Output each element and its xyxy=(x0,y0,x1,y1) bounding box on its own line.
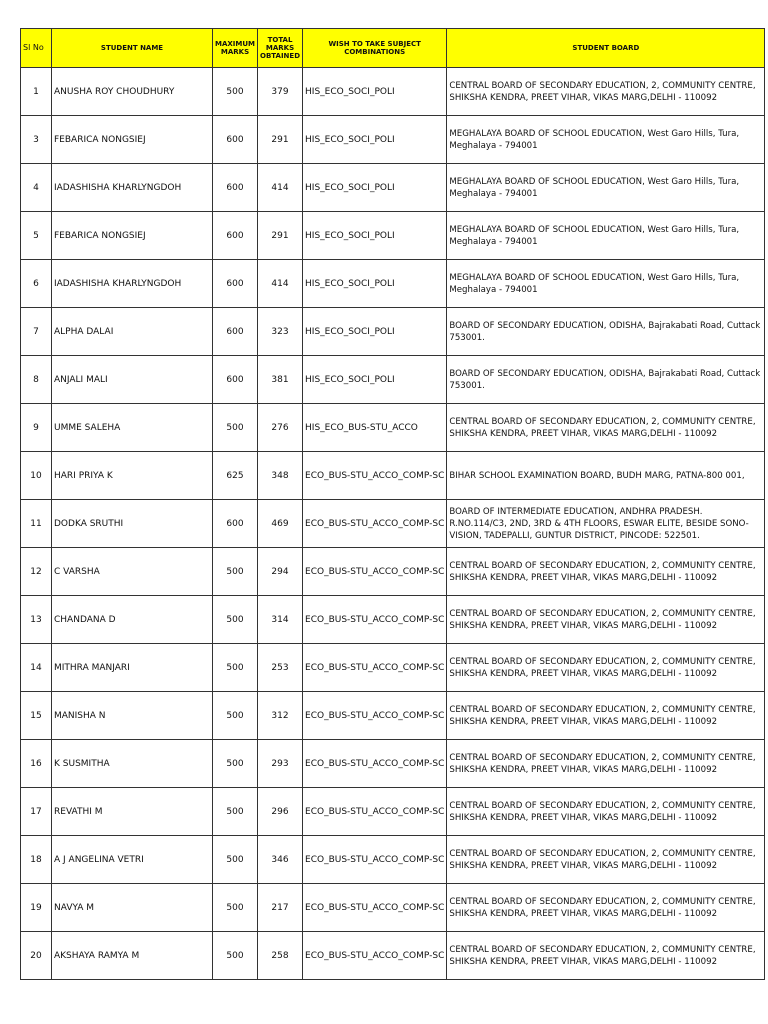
cell-sl-no: 16 xyxy=(21,740,52,788)
cell-subject-combination: HIS_ECO_SOCI_POLI xyxy=(303,212,447,260)
cell-student-board: MEGHALAYA BOARD OF SCHOOL EDUCATION, West Garo Hills, Tura, Meghalaya - 794001 xyxy=(447,212,765,260)
cell-sl-no: 5 xyxy=(21,212,52,260)
cell-total-marks: 323 xyxy=(258,308,303,356)
cell-subject-combination: ECO_BUS-STU_ACCO_COMP-SC xyxy=(303,932,447,980)
cell-total-marks: 258 xyxy=(258,932,303,980)
cell-student-board: CENTRAL BOARD OF SECONDARY EDUCATION, 2, COMMUNITY CENTRE, SHIKSHA KENDRA, PREET VIHAR, VIKAS MARG,DELHI - 110092 xyxy=(447,692,765,740)
cell-student-board: CENTRAL BOARD OF SECONDARY EDUCATION, 2, COMMUNITY CENTRE, SHIKSHA KENDRA, PREET VIHAR, VIKAS MARG,DELHI - 110092 xyxy=(447,836,765,884)
table-row xyxy=(21,740,765,788)
cell-maximum-marks: 600 xyxy=(213,500,258,548)
cell-sl-no: 7 xyxy=(21,308,52,356)
cell-sl-no: 13 xyxy=(21,596,52,644)
cell-sl-no: 10 xyxy=(21,452,52,500)
cell-subject-combination: ECO_BUS-STU_ACCO_COMP-SC xyxy=(303,644,447,692)
cell-maximum-marks: 500 xyxy=(213,884,258,932)
cell-student-board: CENTRAL BOARD OF SECONDARY EDUCATION, 2, COMMUNITY CENTRE, SHIKSHA KENDRA, PREET VIHAR, VIKAS MARG,DELHI - 110092 xyxy=(447,644,765,692)
cell-maximum-marks: 500 xyxy=(213,596,258,644)
cell-student-board: CENTRAL BOARD OF SECONDARY EDUCATION, 2, COMMUNITY CENTRE, SHIKSHA KENDRA, PREET VIHAR, VIKAS MARG,DELHI - 110092 xyxy=(447,740,765,788)
cell-total-marks: 381 xyxy=(258,356,303,404)
table-row xyxy=(21,836,765,884)
cell-maximum-marks: 600 xyxy=(213,260,258,308)
table-row xyxy=(21,260,765,308)
cell-student-name: REVATHI M xyxy=(52,788,213,836)
header-total-marks: TOTAL MARKS OBTAINED xyxy=(258,29,303,68)
cell-subject-combination: HIS_ECO_SOCI_POLI xyxy=(303,68,447,116)
cell-sl-no: 3 xyxy=(21,116,52,164)
cell-student-name: ALPHA DALAI xyxy=(52,308,213,356)
cell-subject-combination: ECO_BUS-STU_ACCO_COMP-SC xyxy=(303,500,447,548)
cell-student-board: CENTRAL BOARD OF SECONDARY EDUCATION, 2, COMMUNITY CENTRE, SHIKSHA KENDRA, PREET VIHAR, VIKAS MARG,DELHI - 110092 xyxy=(447,596,765,644)
cell-total-marks: 346 xyxy=(258,836,303,884)
cell-maximum-marks: 500 xyxy=(213,644,258,692)
table-row xyxy=(21,308,765,356)
cell-total-marks: 291 xyxy=(258,212,303,260)
cell-student-name: AKSHAYA RAMYA M xyxy=(52,932,213,980)
table-row xyxy=(21,68,765,116)
table-row xyxy=(21,548,765,596)
cell-maximum-marks: 500 xyxy=(213,740,258,788)
cell-student-board: BOARD OF SECONDARY EDUCATION, ODISHA, Bajrakabati Road, Cuttack 753001. xyxy=(447,356,765,404)
header-subject-combinations: WISH TO TAKE SUBJECT COMBINATIONS xyxy=(303,29,447,68)
cell-total-marks: 414 xyxy=(258,260,303,308)
cell-subject-combination: HIS_ECO_SOCI_POLI xyxy=(303,116,447,164)
cell-student-board: CENTRAL BOARD OF SECONDARY EDUCATION, 2, COMMUNITY CENTRE, SHIKSHA KENDRA, PREET VIHAR, VIKAS MARG,DELHI - 110092 xyxy=(447,548,765,596)
cell-subject-combination: HIS_ECO_BUS-STU_ACCO xyxy=(303,404,447,452)
table-row xyxy=(21,692,765,740)
cell-total-marks: 217 xyxy=(258,884,303,932)
cell-total-marks: 314 xyxy=(258,596,303,644)
cell-student-board: CENTRAL BOARD OF SECONDARY EDUCATION, 2, COMMUNITY CENTRE, SHIKSHA KENDRA, PREET VIHAR, VIKAS MARG,DELHI - 110092 xyxy=(447,68,765,116)
cell-subject-combination: ECO_BUS-STU_ACCO_COMP-SC xyxy=(303,788,447,836)
cell-student-board: CENTRAL BOARD OF SECONDARY EDUCATION, 2, COMMUNITY CENTRE, SHIKSHA KENDRA, PREET VIHAR, VIKAS MARG,DELHI - 110092 xyxy=(447,884,765,932)
cell-student-board: BIHAR SCHOOL EXAMINATION BOARD, BUDH MARG, PATNA-800 001, xyxy=(447,452,765,500)
cell-student-board: CENTRAL BOARD OF SECONDARY EDUCATION, 2, COMMUNITY CENTRE, SHIKSHA KENDRA, PREET VIHAR, VIKAS MARG,DELHI - 110092 xyxy=(447,788,765,836)
cell-subject-combination: ECO_BUS-STU_ACCO_COMP-SC xyxy=(303,884,447,932)
cell-student-name: ANJALI MALI xyxy=(52,356,213,404)
cell-student-board: MEGHALAYA BOARD OF SCHOOL EDUCATION, West Garo Hills, Tura, Meghalaya - 794001 xyxy=(447,116,765,164)
cell-total-marks: 253 xyxy=(258,644,303,692)
cell-maximum-marks: 500 xyxy=(213,836,258,884)
cell-student-name: MANISHA N xyxy=(52,692,213,740)
cell-student-board: MEGHALAYA BOARD OF SCHOOL EDUCATION, West Garo Hills, Tura, Meghalaya - 794001 xyxy=(447,260,765,308)
cell-total-marks: 296 xyxy=(258,788,303,836)
cell-sl-no: 18 xyxy=(21,836,52,884)
cell-sl-no: 15 xyxy=(21,692,52,740)
cell-subject-combination: ECO_BUS-STU_ACCO_COMP-SC xyxy=(303,836,447,884)
cell-sl-no: 17 xyxy=(21,788,52,836)
cell-student-board: CENTRAL BOARD OF SECONDARY EDUCATION, 2, COMMUNITY CENTRE, SHIKSHA KENDRA, PREET VIHAR, VIKAS MARG,DELHI - 110092 xyxy=(447,932,765,980)
cell-subject-combination: ECO_BUS-STU_ACCO_COMP-SC xyxy=(303,692,447,740)
cell-subject-combination: HIS_ECO_SOCI_POLI xyxy=(303,164,447,212)
cell-maximum-marks: 500 xyxy=(213,548,258,596)
cell-student-name: UMME SALEHA xyxy=(52,404,213,452)
cell-maximum-marks: 600 xyxy=(213,164,258,212)
cell-student-name: C VARSHA xyxy=(52,548,213,596)
cell-sl-no: 9 xyxy=(21,404,52,452)
cell-sl-no: 6 xyxy=(21,260,52,308)
cell-sl-no: 8 xyxy=(21,356,52,404)
cell-total-marks: 293 xyxy=(258,740,303,788)
cell-sl-no: 12 xyxy=(21,548,52,596)
table-row xyxy=(21,356,765,404)
cell-student-name: FEBARICA NONGSIEJ xyxy=(52,116,213,164)
header-sl-no: Sl No xyxy=(21,29,52,68)
header-student-name: STUDENT NAME xyxy=(52,29,213,68)
header-student-board: STUDENT BOARD xyxy=(447,29,765,68)
cell-sl-no: 14 xyxy=(21,644,52,692)
cell-maximum-marks: 500 xyxy=(213,404,258,452)
cell-subject-combination: HIS_ECO_SOCI_POLI xyxy=(303,260,447,308)
cell-student-name: ANUSHA ROY CHOUDHURY xyxy=(52,68,213,116)
cell-total-marks: 291 xyxy=(258,116,303,164)
cell-total-marks: 276 xyxy=(258,404,303,452)
table-row xyxy=(21,500,765,548)
cell-student-name: DODKA SRUTHI xyxy=(52,500,213,548)
cell-subject-combination: ECO_BUS-STU_ACCO_COMP-SC xyxy=(303,548,447,596)
cell-subject-combination: ECO_BUS-STU_ACCO_COMP-SC xyxy=(303,452,447,500)
table-row xyxy=(21,212,765,260)
cell-total-marks: 469 xyxy=(258,500,303,548)
cell-student-name: CHANDANA D xyxy=(52,596,213,644)
cell-student-name: FEBARICA NONGSIEJ xyxy=(52,212,213,260)
table-row xyxy=(21,164,765,212)
cell-student-name: MITHRA MANJARI xyxy=(52,644,213,692)
cell-sl-no: 11 xyxy=(21,500,52,548)
cell-total-marks: 294 xyxy=(258,548,303,596)
cell-student-board: CENTRAL BOARD OF SECONDARY EDUCATION, 2, COMMUNITY CENTRE, SHIKSHA KENDRA, PREET VIHAR, VIKAS MARG,DELHI - 110092 xyxy=(447,404,765,452)
student-marks-table xyxy=(20,28,765,980)
cell-maximum-marks: 500 xyxy=(213,692,258,740)
cell-maximum-marks: 600 xyxy=(213,116,258,164)
table-row xyxy=(21,788,765,836)
cell-total-marks: 312 xyxy=(258,692,303,740)
table-row xyxy=(21,116,765,164)
table-row xyxy=(21,452,765,500)
cell-student-name: IADASHISHA KHARLYNGDOH xyxy=(52,260,213,308)
cell-student-name: K SUSMITHA xyxy=(52,740,213,788)
cell-maximum-marks: 625 xyxy=(213,452,258,500)
cell-sl-no: 1 xyxy=(21,68,52,116)
cell-subject-combination: ECO_BUS-STU_ACCO_COMP-SC xyxy=(303,740,447,788)
cell-total-marks: 379 xyxy=(258,68,303,116)
cell-maximum-marks: 600 xyxy=(213,212,258,260)
table-row xyxy=(21,404,765,452)
header-row xyxy=(21,29,765,68)
table-row xyxy=(21,644,765,692)
cell-subject-combination: ECO_BUS-STU_ACCO_COMP-SC xyxy=(303,596,447,644)
table-row xyxy=(21,596,765,644)
cell-subject-combination: HIS_ECO_SOCI_POLI xyxy=(303,356,447,404)
cell-subject-combination: HIS_ECO_SOCI_POLI xyxy=(303,308,447,356)
table-row xyxy=(21,932,765,980)
cell-student-board: BOARD OF INTERMEDIATE EDUCATION, ANDHRA PRADESH. R.NO.114/C3, 2ND, 3RD & 4TH FLOORS, ESWAR ELITE, BESIDE SONO-VISION, TADEPALLI, GUNTUR DISTRICT, PINCODE: 522501. xyxy=(447,500,765,548)
cell-sl-no: 20 xyxy=(21,932,52,980)
cell-student-name: NAVYA M xyxy=(52,884,213,932)
cell-total-marks: 414 xyxy=(258,164,303,212)
cell-sl-no: 19 xyxy=(21,884,52,932)
cell-maximum-marks: 500 xyxy=(213,788,258,836)
cell-student-name: IADASHISHA KHARLYNGDOH xyxy=(52,164,213,212)
cell-total-marks: 348 xyxy=(258,452,303,500)
table-row xyxy=(21,884,765,932)
cell-sl-no: 4 xyxy=(21,164,52,212)
cell-student-name: HARI PRIYA K xyxy=(52,452,213,500)
cell-maximum-marks: 500 xyxy=(213,932,258,980)
cell-student-board: MEGHALAYA BOARD OF SCHOOL EDUCATION, West Garo Hills, Tura, Meghalaya - 794001 xyxy=(447,164,765,212)
cell-maximum-marks: 500 xyxy=(213,68,258,116)
cell-maximum-marks: 600 xyxy=(213,308,258,356)
cell-student-board: BOARD OF SECONDARY EDUCATION, ODISHA, Bajrakabati Road, Cuttack 753001. xyxy=(447,308,765,356)
header-maximum-marks: MAXIMUM MARKS xyxy=(213,29,258,68)
cell-student-name: A J ANGELINA VETRI xyxy=(52,836,213,884)
cell-maximum-marks: 600 xyxy=(213,356,258,404)
